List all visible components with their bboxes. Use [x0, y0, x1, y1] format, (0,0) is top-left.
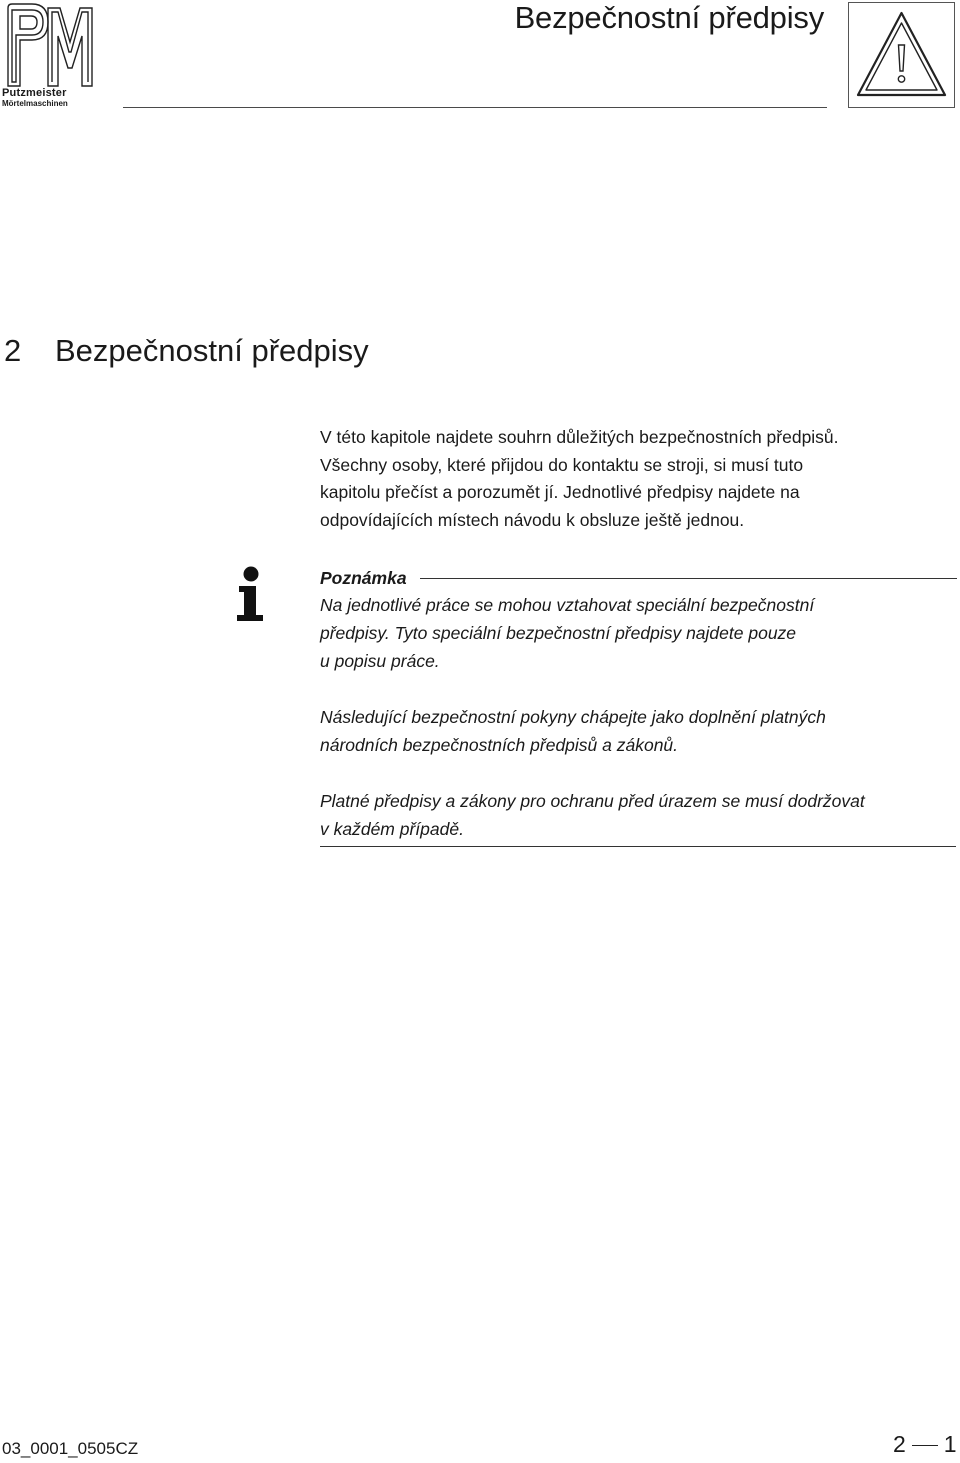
note-line: Na jednotlivé práce se mohou vztahovat speciální bezpečnostní — [320, 595, 815, 615]
info-icon — [236, 566, 266, 622]
intro-line: kapitolu přečíst a porozumět jí. Jednotlivé předpisy najdete na — [320, 482, 800, 502]
note-end-rule — [320, 846, 956, 847]
note-body — [320, 591, 960, 675]
page-index: 1 — [943, 1431, 957, 1457]
chapter-number: 2 — [4, 333, 22, 368]
document-code: 03_0001_0505CZ — [2, 1439, 139, 1458]
paragraph-line: národních bezpečnostních předpisů a zákonů. — [320, 735, 679, 755]
paragraph-line: Platné předpisy a zákony pro ochranu před úrazem se musí dodržovat — [320, 791, 865, 811]
page-number — [893, 1431, 957, 1458]
note-header-rule — [420, 578, 957, 579]
paragraph-line: Následující bezpečnostní pokyny chápejte jako doplnění platných — [320, 707, 826, 727]
intro-line: odpovídajících místech návodu k obsluze ještě jednou. — [320, 509, 745, 530]
page-number-dash — [912, 1445, 938, 1446]
brand-name: Putzmeister — [2, 87, 67, 99]
intro-line: V této kapitole najdete souhrn důležitých bezpečnostních předpisů. — [320, 427, 839, 447]
intro-line: Všechny osoby, které přijdou do kontaktu se stroji, si musí tuto — [320, 454, 804, 475]
intro-paragraph — [320, 424, 960, 534]
paragraph-line: v každém případě. — [320, 819, 464, 839]
note-header — [320, 564, 957, 592]
note-line: předpisy. Tyto speciální bezpečnostní předpisy najdete pouze — [320, 623, 797, 643]
note-paragraph-national-regulations — [320, 703, 960, 759]
putzmeister-pm-logo-icon — [2, 2, 94, 88]
header-divider — [123, 107, 827, 108]
page-chapter-number: 2 — [893, 1431, 906, 1457]
warning-sign-box — [848, 2, 955, 108]
note-line: u popisu práce. — [320, 651, 440, 671]
chapter-heading — [4, 333, 369, 369]
chapter-title: Bezpečnostní předpisy — [55, 333, 369, 368]
note-paragraph-accident-prevention — [320, 787, 960, 843]
header-title: Bezpečnostní předpisy — [514, 0, 824, 35]
warning-triangle-icon — [849, 3, 954, 107]
note-title: Poznámka — [320, 564, 415, 592]
brand-subtitle: Mörtelmaschinen — [2, 99, 68, 108]
